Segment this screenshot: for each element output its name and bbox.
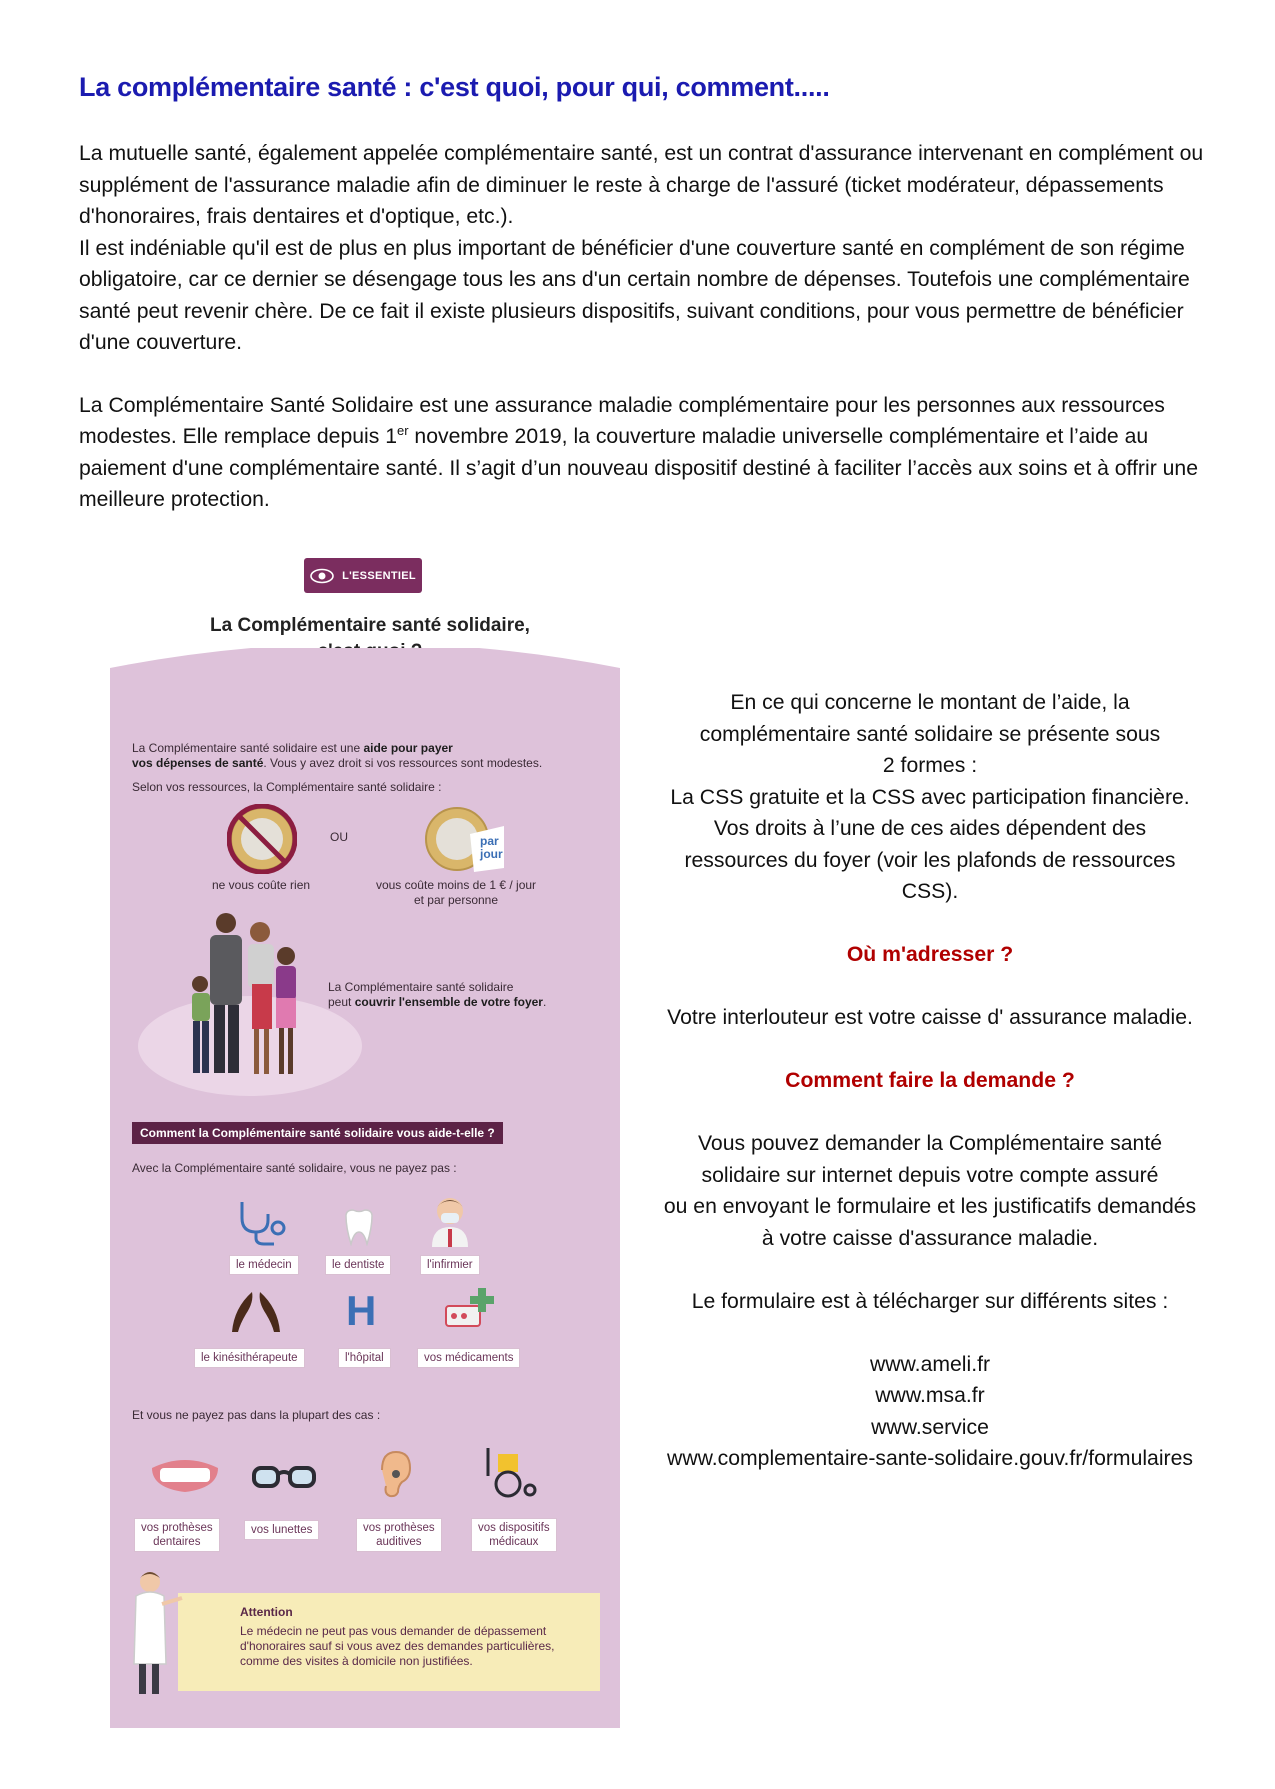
label-medicaments: vos médicaments <box>417 1348 520 1368</box>
coin-free-label: ne vous coûte rien <box>212 878 311 892</box>
attention-text: Le médecin ne peut pas vous demander de dépassement d'honoraires sauf si vous avez des demandes particulières, comme des visites à domicile non justifiées. <box>240 1624 555 1668</box>
badge-label: L'ESSENTIEL <box>342 569 416 582</box>
essentiel-badge <box>304 558 422 593</box>
dentures-icon <box>150 1458 220 1494</box>
right-column <box>630 687 1230 1475</box>
label-kinesitherapeute: le kinésithérapeute <box>194 1348 305 1368</box>
label-dentiste: le dentiste <box>325 1255 391 1275</box>
label-medecin: le médecin <box>229 1255 299 1275</box>
stethoscope-icon <box>234 1198 286 1246</box>
ne-payez-pas-text: Avec la Complémentaire santé solidaire, vous ne payez pas : <box>132 1161 457 1175</box>
intro-paragraph-2: Il est indéniable qu'il est de plus en plus important de bénéficier d'une couverture santé en complément de son régime obligatoire, car ce dernier se désengage tous les ans d'un certain nombre de dépenses. Toutefois une complémentaire santé peut revenir chère. De ce fait il existe plusieurs dispositifs, suivant conditions, pour vous permettre de bénéficier d'une couverture. <box>79 236 1190 354</box>
par-jour-label: par jour <box>480 834 503 861</box>
coin-paid-label: vous coûte moins de 1 € / jour et par personne <box>375 878 537 907</box>
infographic <box>110 548 620 1728</box>
demande-heading: Comment faire la demande ? <box>785 1069 1075 1092</box>
infographic-intro: La Complémentaire santé solidaire est une aide pour payer vos dépenses de santé. Vous y avez droit si vos ressources sont modestes. <box>132 741 543 770</box>
ou-madresser-heading: Où m'adresser ? <box>846 943 1014 966</box>
formulaire-text: Le formulaire est à télécharger sur différents sites : <box>691 1289 1169 1313</box>
eye-icon <box>310 568 334 584</box>
pink-panel <box>110 648 620 1728</box>
doctor-illustration <box>128 1568 184 1698</box>
site-css: www.complementaire-sante-solidaire.gouv.fr/formulaires <box>667 1447 1193 1470</box>
label-protheses-auditives: vos prothèses auditives <box>356 1518 442 1552</box>
selon-text: Selon vos ressources, la Complémentaire santé solidaire : <box>132 780 442 794</box>
ear-icon <box>374 1450 414 1498</box>
intro-paragraph-1: La mutuelle santé, également appelée complémentaire santé, est un contrat d'assurance intervenant en complément ou supplément de l'assurance maladie afin de diminuer le reste à charge de l'assuré (ticket modérateur, dépassements d'honoraires, frais dentaires et d'optique, etc.). <box>79 142 1204 228</box>
site-msa: www.msa.fr <box>875 1384 985 1407</box>
label-protheses-dentaires: vos prothèses dentaires <box>134 1518 220 1552</box>
label-dispositifs-medicaux: vos dispositifs médicaux <box>471 1518 557 1552</box>
infographic-title: La Complémentaire santé solidaire, <box>210 615 530 636</box>
family-illustration <box>188 908 308 1083</box>
label-infirmier: l'infirmier <box>420 1255 480 1275</box>
tooth-icon <box>342 1208 376 1246</box>
montant-block: En ce qui concerne le montant de l’aide, la complémentaire santé solidaire se présente sous 2 formes : La CSS gratuite et la CSS avec participation financière. Vos droits à l’une de ces aides dépendent des ressources du foyer (voir les plafonds de ressources CSS). <box>670 691 1190 903</box>
site-service: www.service <box>871 1415 989 1439</box>
ou-text: OU <box>330 830 348 844</box>
foyer-text: La Complémentaire santé solidaire peut couvrir l'ensemble de votre foyer. <box>328 980 547 1009</box>
interlocuteur-text: Votre interlouteur est votre caisse d' assurance maladie. <box>667 1006 1193 1029</box>
hospital-icon: H <box>346 1287 377 1334</box>
glasses-icon <box>250 1460 320 1494</box>
medication-icon <box>440 1286 498 1332</box>
label-hopital: l'hôpital <box>338 1348 391 1368</box>
page-title: La complémentaire santé : c'est quoi, pour qui, comment..... <box>79 72 830 102</box>
coin-crossed-icon <box>227 804 297 874</box>
intro-paragraph-3: La Complémentaire Santé Solidaire est une assurance maladie complémentaire pour les personnes aux ressources modestes. Elle remplace depuis 1er novembre 2019, la couverture maladie universelle complémentaire et l’aide au paiement d'une complémentaire santé. Il s’agit d’un nouveau dispositif destiné à faciliter l’accès aux soins et à offrir une meilleure protection. <box>79 393 1198 511</box>
attention-title: Attention <box>240 1605 293 1619</box>
demande-block: Vous pouvez demander la Complémentaire santé solidaire sur internet depuis votre compte assuré ou en envoyant le formulaire et les justificatifs demandés à votre caisse d'assurance maladie. <box>663 1132 1197 1250</box>
label-lunettes: vos lunettes <box>244 1520 319 1540</box>
section-heading: Comment la Complémentaire santé solidaire vous aide-t-elle ? <box>132 1122 503 1144</box>
site-ameli: www.ameli.fr <box>869 1352 991 1376</box>
nurse-icon <box>428 1193 472 1247</box>
wheelchair-icon <box>482 1446 538 1498</box>
plupart-text: Et vous ne payez pas dans la plupart des cas : <box>132 1408 381 1422</box>
intro-text <box>79 138 1219 516</box>
hands-icon <box>228 1288 284 1334</box>
